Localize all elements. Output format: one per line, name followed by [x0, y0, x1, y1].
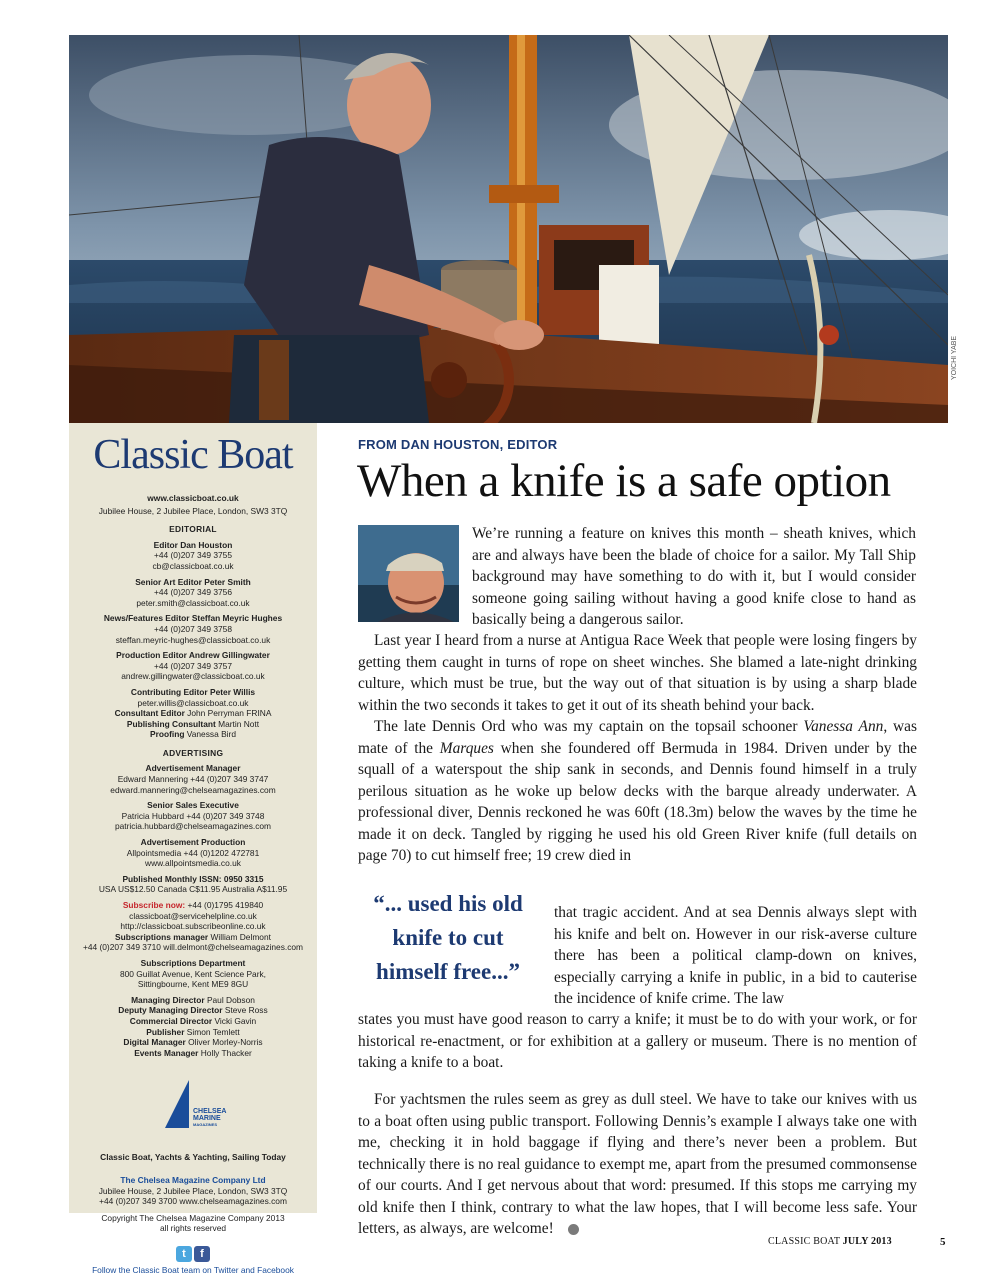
ad-contact[interactable]: edward.mannering@chelseamagazines.com: [110, 784, 276, 795]
logo-line: MAGAZINES: [193, 1122, 217, 1128]
advertising-heading: ADVERTISING: [162, 747, 224, 758]
ad-role: Advertisement Manager: [145, 763, 241, 774]
ship-name: Vanessa Ann: [803, 718, 884, 735]
mgmt-name: Holly Thacker: [200, 1047, 252, 1058]
staff-role: Contributing Editor: [130, 686, 208, 697]
staff-role: News/Features Editor: [103, 613, 190, 624]
staff-role: Production Editor: [116, 650, 187, 661]
subscribe-label: Subscribe now:: [122, 900, 186, 910]
paragraph-text: We’re running a feature on knives this month – sheath knives, which are and always have been the blade of choice for a sailor. My Tall Ship background may have something to do with it, but I would consider someone going sailing without having a good knife close to hand as basically being a dangerous sailor.: [472, 525, 916, 628]
page-number: 5: [940, 1236, 946, 1248]
article-kicker: FROM DAN HOUSTON, EDITOR: [358, 437, 558, 452]
editorial-heading: EDITORIAL: [169, 524, 217, 535]
social-icons: [69, 1246, 317, 1262]
published-label: Published Monthly: [122, 873, 197, 884]
staff-name: Vanessa Bird: [186, 729, 236, 740]
staff-contact[interactable]: steffan.meyric-hughes@classicboat.co.uk: [115, 634, 271, 645]
website-link[interactable]: www.classicboat.co.uk: [147, 493, 239, 503]
ad-contact[interactable]: www.allpointsmedia.co.uk: [145, 858, 241, 869]
copyright: Copyright The Chelsea Magazine Company 2013: [101, 1212, 285, 1223]
logo-line: MARINE: [193, 1115, 221, 1123]
staff-role: Editor: [153, 539, 178, 550]
article-tail-text: [358, 994, 917, 1255]
advertising-staff: [69, 763, 317, 868]
ad-contact: Allpointsmedia +44 (0)1202 472781: [126, 847, 260, 858]
publication-tagline: Classic Boat, Yachts & Yachting, Sailing Today: [100, 1152, 286, 1163]
copyright-rights: all rights reserved: [159, 1223, 227, 1234]
subs-manager-contact: +44 (0)207 349 3710 will.delmont@chelseamagazines.com: [82, 942, 304, 953]
ad-contact[interactable]: patricia.hubbard@chelseamagazines.com: [114, 821, 272, 832]
article-headline: When a knife is a safe option: [357, 455, 891, 507]
text-run: , was mate of the: [358, 718, 917, 757]
end-mark-icon: CB: [568, 1224, 579, 1235]
prices: USA US$12.50 Canada C$11.95 Australia A$11.95: [98, 884, 288, 895]
subs-dept-role: Subscriptions Department: [140, 957, 246, 968]
chelsea-marine-logo: [163, 1080, 227, 1130]
mgmt-role: Digital Manager: [123, 1037, 186, 1048]
staff-name: Andrew Gillingwater: [188, 650, 270, 661]
ad-contact: Edward Mannering +44 (0)207 349 3747: [117, 774, 269, 785]
text-run: The late Dennis Ord who was my captain on the topsail schooner: [374, 718, 804, 735]
ad-role: Advertisement Production: [140, 837, 246, 848]
editorial-staff: [69, 540, 317, 740]
staff-contact[interactable]: andrew.gillingwater@classicboat.co.uk: [121, 671, 265, 682]
staff-contact: +44 (0)207 349 3756: [153, 587, 232, 598]
paragraph-text: that tragic accident. And at sea Dennis always slept with his knife and belt on. However in our risk-averse culture there has been a political clamp-down on knives, especially carrying a knife in public, in a bid to cauterise the incidence of knife crime. The law: [554, 904, 917, 1008]
subs-dept-address: Sittingbourne, Kent ME9 8GU: [137, 979, 249, 990]
subscribe-phone: +44 (0)1795 419840: [187, 900, 264, 910]
ad-contact: Patricia Hubbard +44 (0)207 349 3748: [121, 810, 265, 821]
staff-role: Publishing Consultant: [126, 718, 216, 729]
facebook-icon[interactable]: f: [194, 1246, 210, 1262]
paragraph-text: Last year I heard from a nurse at Antigua Race Week that people were losing fingers by getting them caught in turns of rope on sheet winches. She blamed a late-night drinking culture, which must be true, but the way out of that situation is by using a sharp blade within the two seconds it takes to get it out of its sheath behind your back.: [358, 632, 917, 714]
staff-name: John Perryman FRINA: [187, 708, 272, 719]
staff-name: Dan Houston: [180, 539, 233, 550]
mgmt-name: Oliver Morley-Norris: [188, 1037, 263, 1048]
staff-name: Peter Willis: [210, 686, 256, 697]
paragraph-text: [358, 716, 917, 867]
mgmt-role: Deputy Managing Director: [118, 1005, 223, 1016]
mgmt-name: Paul Dobson: [206, 994, 255, 1005]
classic-boat-logo: Classic Boat: [93, 432, 293, 478]
mgmt-name: Simon Temlett: [186, 1026, 240, 1037]
paragraph-text: [358, 1089, 917, 1240]
mgmt-role: Managing Director: [131, 994, 205, 1005]
ad-role: Senior Sales Executive: [147, 800, 239, 811]
mgmt-name: Steve Ross: [224, 1005, 268, 1016]
text-run: For yachtsmen the rules seem as grey as dull steel. We have to take our knives with us to a boat often using public transport. Following Dennis’s example I always take one with me, checking it in hold baggage if flying and there’s never been a problem. But technically there is no real guidance to exempt me, apart from the presumed commonsense of our courts. And I get nervous about that word: presumed. If this stops me carrying my old knife then I think, contrary to what the law hopes, that I will become less safe. Your letters, as always, are welcome!: [358, 1091, 917, 1238]
folio: [768, 1236, 892, 1247]
staff-name: Peter Smith: [204, 576, 251, 587]
staff-contact: +44 (0)207 349 3755: [153, 550, 232, 561]
editor-photo: [358, 525, 459, 622]
sailing-photo-illustration: [69, 35, 948, 423]
masthead-sidebar: [69, 423, 317, 1275]
staff-contact: +44 (0)207 349 3758: [153, 623, 232, 634]
staff-contact[interactable]: peter.willis@classicboat.co.uk: [137, 697, 249, 708]
staff-name: Martin Nott: [218, 718, 260, 729]
editor-portrait: [358, 525, 459, 622]
folio-magazine: CLASSIC BOAT: [768, 1236, 840, 1247]
hero-photo: [69, 35, 948, 423]
follow-text: Follow the Classic Boat team on Twitter and Facebook: [92, 1264, 294, 1275]
management: [69, 995, 317, 1059]
logo-line: CHELSEA: [193, 1108, 227, 1116]
staff-name: Steffan Meyric Hughes: [191, 613, 283, 624]
subscribe-url[interactable]: http://classicboat.subscribeonline.co.uk: [120, 921, 266, 932]
staff-role: Consultant Editor: [114, 708, 185, 719]
staff-contact[interactable]: peter.smith@classicboat.co.uk: [136, 597, 250, 608]
article-paragraph: [472, 523, 916, 631]
staff-contact[interactable]: cb@classicboat.co.uk: [152, 560, 234, 571]
subs-manager-role: Subscriptions manager: [115, 931, 209, 942]
publisher-name: The Chelsea Magazine Company Ltd: [120, 1174, 266, 1185]
subs-manager-name: William Delmont: [210, 931, 271, 942]
paragraph-text: states you must have good reason to carry a knife; it must be to do with your work, or for historical re-enactment, or for exhibition at a gallery or museum. There is no mention of taking a knife to a boat.: [358, 1011, 917, 1072]
folio-date: JULY 2013: [842, 1236, 892, 1247]
staff-contact: +44 (0)207 349 3757: [153, 660, 232, 671]
article-main-text: [358, 630, 917, 867]
mgmt-role: Events Manager: [134, 1047, 199, 1058]
pull-quote: “... used his old knife to cut himself free...”: [373, 891, 523, 984]
subs-dept-address: 800 Guillat Avenue, Kent Science Park,: [119, 968, 267, 979]
text-run: when she foundered off Bermuda in 1984. Driven under by the squall of a waterspout the ship sank in seconds, and Dennis found himself in a truly perilous situation as he woke up below decks with the barque already underwater. A professional diver, Dennis reckoned he was 60ft (18.3m) below the waves by the time he made it on deck. Tangled by rigging he used his old Green River knife (full details on page 70) to cut himself free; 19 crew died in: [358, 739, 917, 864]
staff-role: Proofing: [150, 729, 185, 740]
issn: ISSN: 0950 3315: [199, 873, 264, 884]
ship-name: Marques: [439, 739, 494, 757]
mgmt-role: Publisher: [146, 1026, 185, 1037]
mgmt-name: Vicki Gavin: [214, 1015, 257, 1026]
sail-icon: [163, 1080, 193, 1130]
subscribe-email[interactable]: classicboat@servicehelpline.co.uk: [129, 910, 257, 921]
address: Jubilee House, 2 Jubilee Place, London, SW3 3TQ: [98, 505, 288, 516]
mgmt-role: Commercial Director: [129, 1015, 213, 1026]
twitter-icon[interactable]: t: [176, 1246, 192, 1262]
staff-role: Senior Art Editor: [135, 576, 202, 587]
publisher-contact: +44 (0)207 349 3700 www.chelseamagazines.com: [99, 1196, 287, 1207]
publisher-address: Jubilee House, 2 Jubilee Place, London, SW3 3TQ: [98, 1185, 288, 1196]
photo-credit: YOICHI YABE: [951, 335, 958, 380]
